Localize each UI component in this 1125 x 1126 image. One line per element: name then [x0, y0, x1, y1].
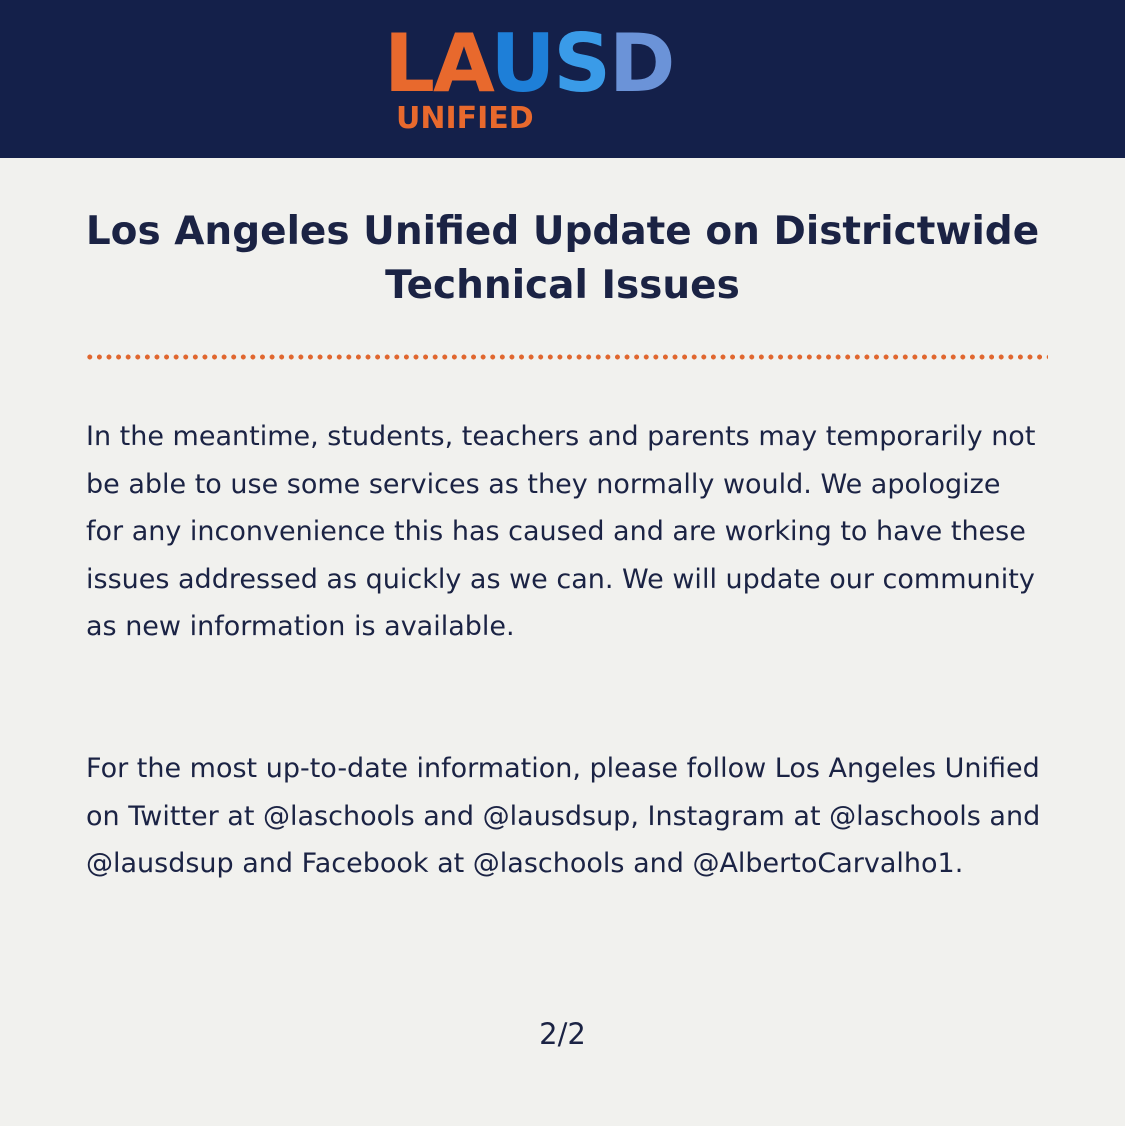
- lausd-logo: [384, 17, 744, 142]
- logo-letter-s: S: [553, 17, 610, 110]
- logo-letter-a: A: [432, 17, 491, 110]
- header-bar: [0, 0, 1125, 158]
- body-paragraph-2: For the most up-to-date information, please follow Los Angeles Unified on Twitter at @laschools and @lausdsup, Instagram at @laschools and @lausdsup and Facebook at @laschools and @AlbertoCarvalho1.: [86, 753, 1041, 879]
- logo-letter-l: L: [384, 17, 433, 110]
- page-indicator: 2/2: [539, 1017, 586, 1051]
- logo-subtitle: UNIFIED: [396, 101, 534, 136]
- dotted-divider: [85, 354, 1048, 360]
- logo-wordmark: [384, 17, 674, 110]
- body-paragraph-1: In the meantime, students, teachers and parents may temporarily not be able to use some services as they normally would. We apologize for any inconvenience this has caused and are working to have these issues addressed as quickly as we can. We will update our community as new information is available.: [86, 421, 1036, 642]
- page-title: Los Angeles Unified Update on Districtwide Technical Issues: [85, 209, 1040, 308]
- logo-letter-u: U: [490, 17, 554, 110]
- logo-letter-d: D: [609, 17, 674, 110]
